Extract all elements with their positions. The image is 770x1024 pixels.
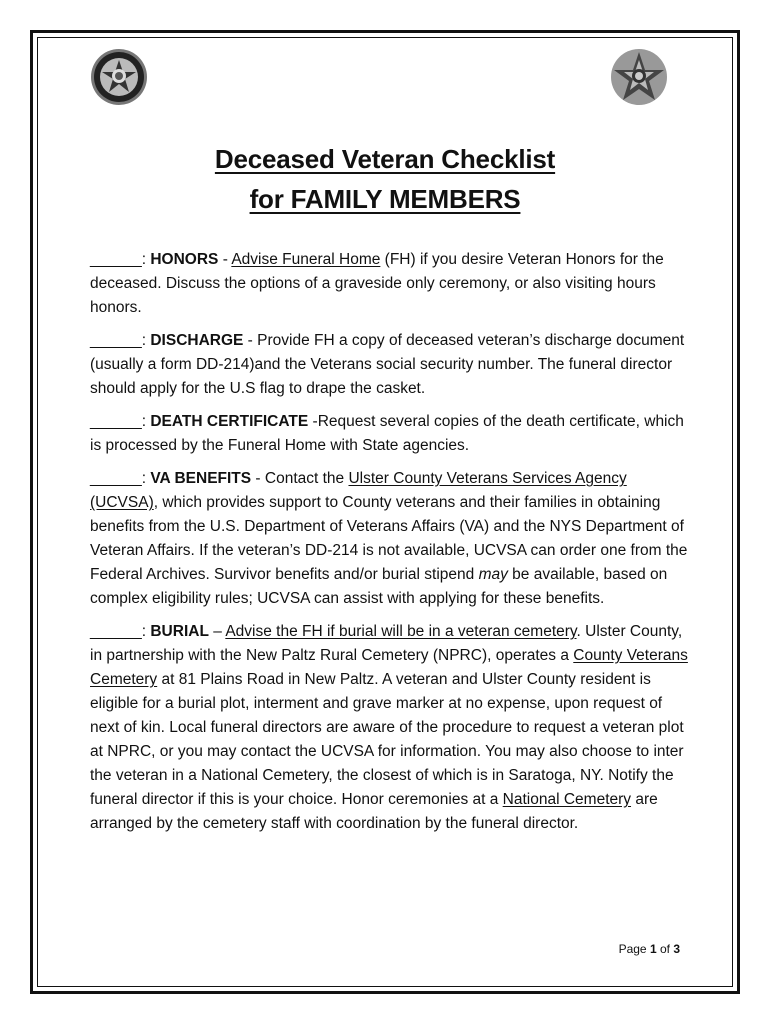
checklist-item-burial: ______: BURIAL – Advise the FH if burial will be in a veteran cemetery. Ulster County, in partnership with the New Paltz Rural Cemetery (NPRC), operates a County Veterans Cemetery at 81 Plains Road in New Paltz. A veteran and Ulster County resident is eligible for a burial plot, interment and grave marker at no expense, upon request of next of kin. Local funeral directors are aware of the procedure to request a veteran plot at NPRC, or you may contact the UCVSA for information. You may also choose to inter the veteran in a National Cemetery, the closest of which is in Saratoga, NY. Notify the funeral director if this is your choice. Honor ceremonies at a National Cemetery are arranged by the cemetery staff with coordination by the funeral director. [90, 623, 688, 832]
page-title-line-2: for FAMILY MEMBERS [249, 184, 521, 214]
check-blank[interactable]: ______ [90, 623, 142, 640]
advise-fh-burial-link[interactable]: Advise the FH if burial will be in a veteran cemetery [225, 623, 577, 640]
page-title-line-1: Deceased Veteran Checklist [214, 144, 556, 174]
item-label: BURIAL [150, 623, 209, 640]
item-label: DEATH CERTIFICATE [150, 413, 309, 430]
page-number: Page 1 of 3 [618, 942, 680, 956]
item-label: VA BENEFITS [150, 470, 252, 487]
checklist [90, 248, 690, 845]
check-blank[interactable]: ______ [90, 413, 142, 430]
vfw-emblem-icon [610, 48, 668, 106]
check-blank[interactable]: ______ [90, 251, 142, 268]
item-label: DISCHARGE [150, 332, 244, 349]
national-cemetery-link[interactable]: National Cemetery [502, 791, 632, 808]
advise-funeral-home-link[interactable]: Advise Funeral Home [231, 251, 381, 268]
county-veterans-cemetery-link[interactable]: County Veterans Cemetery [90, 647, 688, 688]
checklist-item-death-certificate: ______: DEATH CERTIFICATE -Request several copies of the death certificate, which is processed by the Funeral Home with State agencies. [90, 413, 684, 454]
checklist-item-honors: ______: HONORS - Advise Funeral Home (FH) if you desire Veteran Honors for the deceased. Discuss the options of a graveside only ceremony, or also visiting hours honors. [90, 251, 664, 316]
american-legion-emblem-icon [90, 48, 148, 106]
item-label: HONORS [150, 251, 219, 268]
check-blank[interactable]: ______ [90, 470, 142, 487]
check-blank[interactable]: ______ [90, 332, 142, 349]
checklist-item-discharge: ______: DISCHARGE - Provide FH a copy of deceased veteran’s discharge document (usually a form DD-214)and the Veterans social security number. The funeral director should apply for the U.S flag to drape the casket. [90, 332, 685, 397]
checklist-item-va-benefits: ______: VA BENEFITS - Contact the Ulster County Veterans Services Agency (UCVSA), which provides support to County veterans and their families in obtaining benefits from the U.S. Department of Veterans Affairs (VA) and the NYS Department of Veteran Affairs. If the veteran’s DD-214 is not available, UCVSA can order one from the Federal Archives. Survivor benefits and/or burial stipend may be available, based on complex eligibility rules; UCVSA can assist with applying for these benefits. [90, 470, 688, 607]
ucvsa-link[interactable]: Ulster County Veterans Services Agency (UCVSA) [90, 470, 627, 511]
